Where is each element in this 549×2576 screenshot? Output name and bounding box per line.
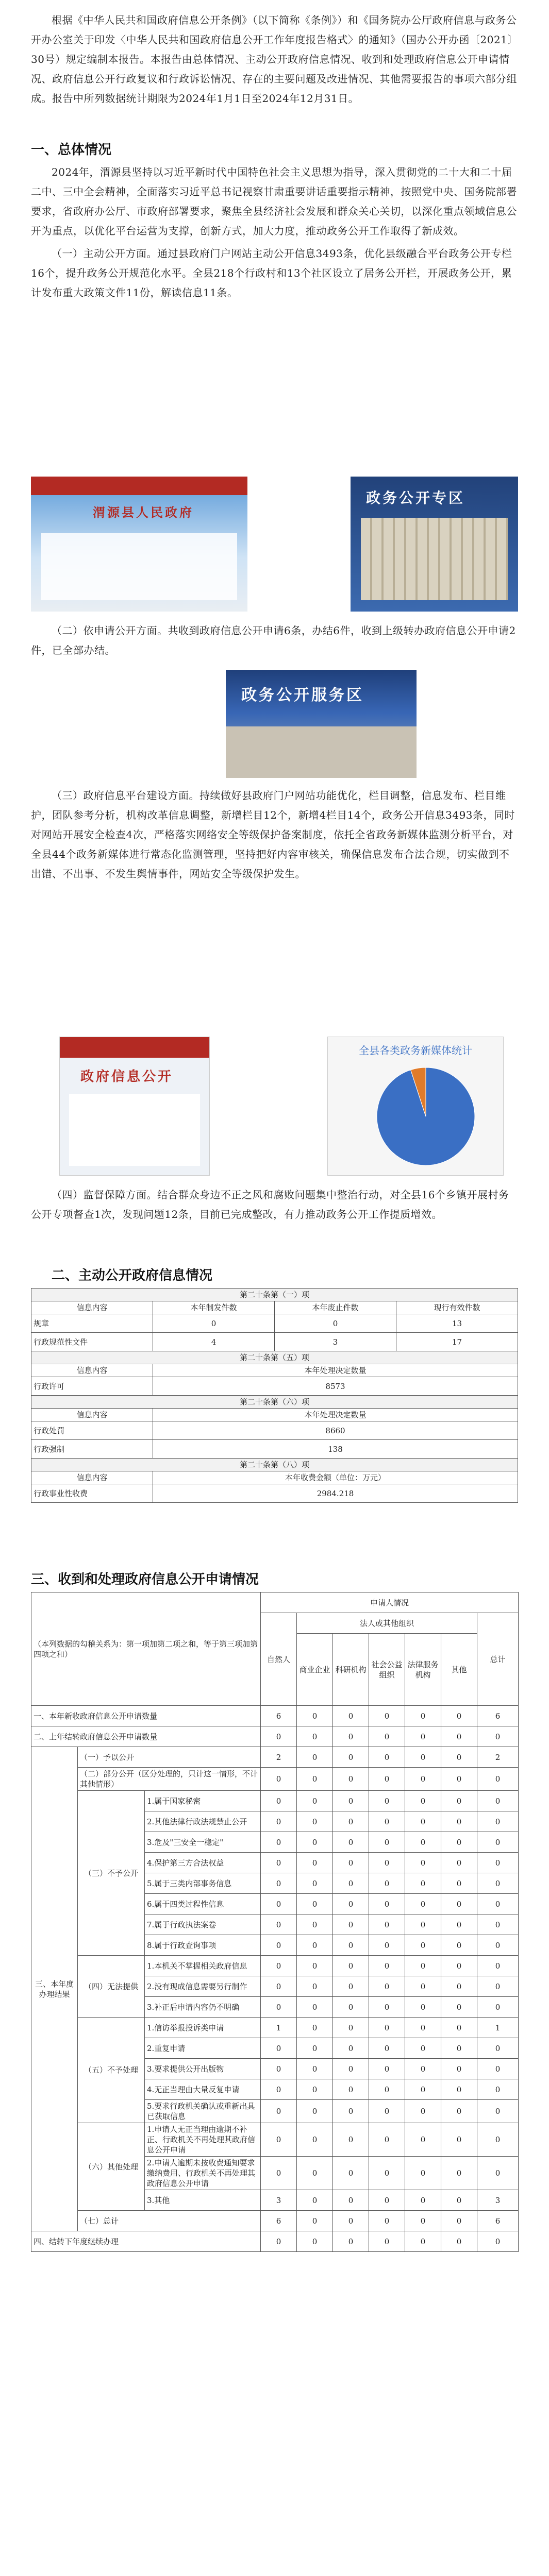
table-cell: 0 — [441, 1791, 477, 1811]
table-cell: 0 — [405, 1873, 441, 1894]
website-screenshot-image — [31, 477, 247, 612]
table-cell: 0 — [369, 1935, 405, 1956]
table-cell: 0 — [441, 1726, 477, 1747]
row-detail-label: 3.危及"三安全一稳定" — [145, 1832, 261, 1853]
table-cell: 3 — [477, 2190, 519, 2211]
row-label: 一、本年新收政府信息公开申请数量 — [31, 1706, 261, 1726]
table-cell: 0 — [369, 1811, 405, 1832]
row-detail-label: 8.属于行政查询事项 — [145, 1935, 261, 1956]
row-sub-label: （四）无法提供 — [78, 1956, 145, 2018]
table-cell: 0 — [441, 2059, 477, 2079]
legal-sub-header: 法律服务机构 — [405, 1634, 441, 1706]
table-cell: 0 — [477, 1791, 519, 1811]
table-cell: 0 — [297, 1935, 333, 1956]
row-label: 二、上年结转政府信息公开申请数量 — [31, 1726, 261, 1747]
table-cell: 0 — [441, 2123, 477, 2157]
table-cell: 0 — [369, 1768, 405, 1791]
table-cell: 0 — [297, 1832, 333, 1853]
t4-col: 信息内容 — [31, 1471, 153, 1484]
row-detail-label: 2.重复申请 — [145, 2038, 261, 2059]
table-cell: 0 — [369, 2190, 405, 2211]
t1-col: 现行有效件数 — [396, 1301, 518, 1314]
table-cell: 0 — [477, 2059, 519, 2079]
section-1-para-4: （三）政府信息平台建设方面。持续做好县政府门户网站功能优化，栏目调整，信息发布、栏目维护，团队参考分析，机构改革信息调整，新增栏目12个，新增4栏目14个，政务公开信息3493条，同时对网站开展安全检查4次，严格落实网络安全等级保护备案制度，依托全省政务新媒体监测分析平台，对全县44个政务新媒体进行常态化监测管理，坚持把好内容审核关，确保信息发布合法合规，切实做到不出错、不出事、不发生舆情事件，网站安全等级保护发生。 — [31, 789, 515, 880]
table-cell: 0 — [405, 2190, 441, 2211]
table-cell: 0 — [477, 1853, 519, 1873]
table-cell: 0 — [261, 1832, 297, 1853]
table-cell: 0 — [477, 2123, 519, 2157]
legal-sub-header: 科研机构 — [333, 1634, 369, 1706]
t1-cell: 0 — [153, 1314, 275, 1333]
table-cell: 0 — [477, 1811, 519, 1832]
service-hall-sign: 政务公开服务区 — [241, 686, 364, 704]
t1-col: 本年废止件数 — [275, 1301, 396, 1314]
row-detail-label: 1.本机关不掌握相关政府信息 — [145, 1956, 261, 1976]
table-cell: 0 — [405, 1706, 441, 1726]
section-1-para-2: （一）主动公开方面。通过县政府门户网站主动公开信息3493条，优化县级融合平台政务公开专栏16个，提升政务公开规范化水平。全县218个行政村和13个社区设立了居务公开栏，开展政务公开，累计发布重大政策文件11份，解读信息11条。 — [31, 247, 512, 299]
row-detail-label: 5.属于三类内部事务信息 — [145, 1873, 261, 1894]
table-cell: 0 — [405, 2079, 441, 2100]
table-cell: 0 — [333, 1976, 369, 1997]
table-cell: 0 — [369, 1706, 405, 1726]
table-cell: 0 — [333, 1791, 369, 1811]
table-cell: 0 — [297, 2157, 333, 2190]
table-cell: 0 — [261, 2123, 297, 2157]
table-cell: 0 — [405, 1768, 441, 1791]
table-cell: 0 — [333, 1935, 369, 1956]
table-cell: 0 — [369, 2059, 405, 2079]
table-row — [31, 2211, 519, 2231]
t1-cell: 行政规范性文件 — [31, 1333, 153, 1351]
table-cell: 0 — [261, 1791, 297, 1811]
table-cell: 0 — [441, 2018, 477, 2038]
table-cell: 0 — [477, 2079, 519, 2100]
table-cell: 0 — [333, 2190, 369, 2211]
table-cell: 6 — [477, 1706, 519, 1726]
table-cell: 0 — [333, 1747, 369, 1768]
t3-col: 信息内容 — [31, 1409, 153, 1421]
table-cell: 0 — [297, 1956, 333, 1976]
table-cell: 0 — [261, 2038, 297, 2059]
legal-sub-header: 其他 — [441, 1634, 477, 1706]
table-row — [31, 2123, 519, 2157]
table-row — [31, 1768, 519, 1791]
table-cell: 0 — [261, 1811, 297, 1832]
table-cell: 0 — [369, 2018, 405, 2038]
t1-head: 第二十条第（一）项 — [31, 1289, 518, 1301]
table-cell: 0 — [333, 2123, 369, 2157]
t1-col: 信息内容 — [31, 1301, 153, 1314]
table-cell: 0 — [333, 2231, 369, 2252]
table-cell: 0 — [261, 1768, 297, 1791]
section-1-title: 一、总体情况 — [31, 142, 112, 158]
table-cell: 0 — [405, 2157, 441, 2190]
table-cell: 0 — [333, 1873, 369, 1894]
table-cell: 0 — [441, 1811, 477, 1832]
table-cell: 0 — [441, 2100, 477, 2123]
table-cell: 0 — [333, 2038, 369, 2059]
table-cell: 0 — [405, 1853, 441, 1873]
t3-cell: 行政强制 — [31, 1440, 153, 1459]
new-media-chart-image — [327, 1037, 504, 1176]
table-cell: 0 — [297, 1747, 333, 1768]
table-cell: 0 — [441, 2157, 477, 2190]
table-cell: 0 — [405, 2211, 441, 2231]
table-cell: 0 — [477, 1768, 519, 1791]
table-cell: 0 — [405, 1997, 441, 2018]
table-cell: 0 — [441, 1747, 477, 1768]
t1-cell: 13 — [396, 1314, 518, 1333]
legal-sub-header: 社会公益组织 — [369, 1634, 405, 1706]
applicant-header: 申请人情况 — [261, 1592, 519, 1613]
table-cell: 0 — [477, 1726, 519, 1747]
intro-paragraph: 根据《中华人民共和国政府信息公开条例》（以下简称《条例》）和《国务院办公厅政府信息与政务公开办公室关于印发〈中华人民共和国政府信息公开工作年度报告格式〉的通知》（国办公开办函〔2021〕30号）规定编制本报告。本报告由总体情况、主动公开政府信息情况、收到和处理政府信息公开申请情况、政府信息公开行政复议和行政诉讼情况、存在的主要问题及改进情况、其他需要报告的事项六部分组成。报告中所列数据统计期限为2024年1月1日至2024年12月31日。 — [31, 14, 518, 105]
table-cell: 0 — [441, 1935, 477, 1956]
table-cell: 0 — [441, 1768, 477, 1791]
table-cell: 0 — [333, 2100, 369, 2123]
table-cell: 0 — [261, 2059, 297, 2079]
website-title: 渭源县人民政府 — [93, 505, 194, 520]
table-cell: 0 — [261, 1894, 297, 1914]
table-cell: 0 — [297, 1768, 333, 1791]
table-cell: 0 — [297, 1976, 333, 1997]
table-cell: 0 — [333, 1832, 369, 1853]
table-cell: 6 — [261, 1706, 297, 1726]
t3-cell: 行政处罚 — [31, 1421, 153, 1440]
table-cell: 0 — [261, 1956, 297, 1976]
table-cell: 0 — [405, 1914, 441, 1935]
table-cell: 0 — [297, 1853, 333, 1873]
table-cell: 0 — [405, 2231, 441, 2252]
table-cell: 0 — [441, 1976, 477, 1997]
table-cell: 0 — [333, 1853, 369, 1873]
row-detail-label: 3.要求提供公开出版物 — [145, 2059, 261, 2079]
table-cell: 0 — [477, 1976, 519, 1997]
table-cell: 0 — [297, 2018, 333, 2038]
table-cell: 0 — [333, 1997, 369, 2018]
table-cell: 0 — [261, 2100, 297, 2123]
section-1-para-1: 2024年，渭源县坚持以习近平新时代中国特色社会主义思想为指导，深入贯彻党的二十大和二十届二中、三中全会精神，全面落实习近平总书记视察甘肃重要讲话重要指示精神，按照党中央、国务院部署要求，省政府办公厅、市政府部署要求，聚焦全县经济社会发展和群众关心关切，以深化重点领域信息公开为重点，以优化平台运营为支撑，创新方式，加大力度，推动政务公开工作取得了新成效。 — [31, 166, 517, 237]
table-cell: 0 — [369, 1726, 405, 1747]
legal-person-header: 法人或其他组织 — [297, 1613, 477, 1634]
table-row — [31, 2231, 519, 2252]
table-cell: 0 — [405, 1747, 441, 1768]
table-cell: 0 — [333, 1894, 369, 1914]
row-label: 四、结转下年度继续办理 — [31, 2231, 261, 2252]
table-cell: 6 — [477, 2211, 519, 2231]
t3-head: 第二十条第（六）项 — [31, 1396, 518, 1409]
row-detail-label: 4.无正当理由大量反复申请 — [145, 2079, 261, 2100]
table-cell: 0 — [441, 1853, 477, 1873]
table-row — [31, 1956, 519, 1976]
table-cell: 0 — [261, 1976, 297, 1997]
table-cell: 0 — [297, 1706, 333, 1726]
t1-cell: 规章 — [31, 1314, 153, 1333]
table-cell: 0 — [477, 1873, 519, 1894]
section-1-part-2 — [31, 621, 518, 663]
service-hall-photo — [226, 670, 417, 778]
row-detail-label: 1.信访举报投诉类申请 — [145, 2018, 261, 2038]
row-detail-label: 2.其他法律行政法规禁止公开 — [145, 1811, 261, 1832]
table-cell: 0 — [477, 1997, 519, 2018]
table-cell: 0 — [441, 2211, 477, 2231]
section-1-para-3: （二）依申请公开方面。共收到政府信息公开申请6条，办结6件，收到上级转办政府信息公开申请2件，已全部办结。 — [31, 624, 516, 656]
t3-cell: 8660 — [153, 1421, 518, 1440]
info-portal-screenshot — [59, 1037, 210, 1176]
table-cell: 0 — [333, 1956, 369, 1976]
table-cell: 2 — [477, 1747, 519, 1768]
t1-cell: 3 — [275, 1333, 396, 1351]
table-cell: 0 — [261, 2231, 297, 2252]
table-cell: 0 — [441, 1956, 477, 1976]
table-cell: 0 — [297, 1873, 333, 1894]
table-cell: 0 — [297, 1726, 333, 1747]
table-cell: 0 — [405, 1935, 441, 1956]
section-1-part-3 — [31, 786, 518, 887]
t2-col: 信息内容 — [31, 1364, 153, 1377]
t4-cell: 行政事业性收费 — [31, 1484, 153, 1503]
table-cell: 0 — [261, 2079, 297, 2100]
section-1 — [31, 137, 518, 306]
table-cell: 0 — [333, 1811, 369, 1832]
table-cell: 1 — [261, 2018, 297, 2038]
t1-cell: 4 — [153, 1333, 275, 1351]
table-cell: 0 — [369, 1956, 405, 1976]
t2-head: 第二十条第（五）项 — [31, 1351, 518, 1364]
table-cell: 0 — [333, 2079, 369, 2100]
natural-person-header: 自然人 — [261, 1613, 297, 1706]
table-cell: 0 — [369, 2157, 405, 2190]
table-cell: 0 — [405, 2018, 441, 2038]
table-cell: 0 — [369, 1914, 405, 1935]
application-table — [31, 1592, 519, 2252]
table-cell: 0 — [477, 2100, 519, 2123]
table-cell: 0 — [261, 1873, 297, 1894]
t1-cell: 17 — [396, 1333, 518, 1351]
info-portal-title: 政府信息公开 — [80, 1069, 174, 1084]
table-row — [31, 2018, 519, 2038]
table-cell: 0 — [333, 1706, 369, 1726]
t3-cell: 138 — [153, 1440, 518, 1459]
table-cell: 0 — [477, 1935, 519, 1956]
table-cell: 0 — [441, 1997, 477, 2018]
table-cell: 0 — [441, 2079, 477, 2100]
table-cell: 3 — [261, 2190, 297, 2211]
table-cell: 0 — [477, 1894, 519, 1914]
table-row — [31, 1747, 519, 1768]
table-cell: 0 — [333, 1914, 369, 1935]
table-cell: 0 — [405, 2038, 441, 2059]
row-detail-label: 3.补正后申请内容仍不明确 — [145, 1997, 261, 2018]
table-cell: 0 — [405, 1976, 441, 1997]
t2-cell: 行政许可 — [31, 1377, 153, 1396]
row-detail-label: 1.申请人无正当理由逾期不补正、行政机关不再处理其政府信息公开申请 — [145, 2123, 261, 2157]
table-cell: 0 — [261, 1914, 297, 1935]
row-sub-label: （五）不予处理 — [78, 2018, 145, 2123]
row-sub-label: （三）不予公开 — [78, 1791, 145, 1956]
table-cell: 0 — [297, 2059, 333, 2079]
row-sub-label: （七）总计 — [78, 2211, 261, 2231]
row-sub-label: （二）部分公开（区分处理的，只计这一情形，不计其他情形） — [78, 1768, 261, 1791]
table-cell: 0 — [441, 1832, 477, 1853]
proactive-disclosure-table — [31, 1288, 518, 1503]
service-zone-photo — [351, 477, 518, 612]
table-cell: 0 — [297, 1997, 333, 2018]
table-cell: 0 — [369, 1997, 405, 2018]
row-group-label: 三、本年度办理结果 — [31, 1747, 78, 2231]
table-cell: 0 — [297, 2190, 333, 2211]
table-cell: 0 — [441, 1894, 477, 1914]
table-cell: 0 — [405, 1956, 441, 1976]
table-cell: 0 — [477, 2157, 519, 2190]
t2-col: 本年处理决定数量 — [153, 1364, 518, 1377]
table-cell: 0 — [333, 1768, 369, 1791]
corner-note: （本列数据的勾稽关系为：第一项加第二项之和，等于第三项加第四项之和） — [31, 1592, 261, 1706]
table-cell: 0 — [369, 2123, 405, 2157]
t3-col: 本年处理决定数量 — [153, 1409, 518, 1421]
intro-section — [31, 10, 518, 111]
section-1-para-5: （四）监督保障方面。结合群众身边不正之风和腐败问题集中整治行动，对全县16个乡镇开展村务公开专项督查1次，发现问题12条，目前已完成整改，有力推动政务公开工作提质增效。 — [31, 1189, 509, 1221]
table-cell: 0 — [369, 2079, 405, 2100]
t1-cell: 0 — [275, 1314, 396, 1333]
table-cell: 0 — [297, 2211, 333, 2231]
table-cell: 0 — [369, 1747, 405, 1768]
table-cell: 0 — [333, 2018, 369, 2038]
new-media-chart-title: 全县各类政务新媒体统计 — [359, 1044, 472, 1057]
service-zone-sign: 政务公开专区 — [366, 489, 465, 506]
table-cell: 0 — [261, 1853, 297, 1873]
table-cell: 0 — [297, 1894, 333, 1914]
row-detail-label: 5.要求行政机关确认或重新出具已获取信息 — [145, 2100, 261, 2123]
t4-head: 第二十条第（八）项 — [31, 1459, 518, 1471]
table-cell: 0 — [261, 1935, 297, 1956]
table-cell: 1 — [477, 2018, 519, 2038]
section-2 — [31, 1262, 518, 1503]
table-cell: 0 — [297, 2231, 333, 2252]
table-cell: 0 — [297, 2100, 333, 2123]
row-detail-label: 3.其他 — [145, 2190, 261, 2211]
table-cell: 0 — [369, 2211, 405, 2231]
table-cell: 0 — [441, 2038, 477, 2059]
table-cell: 0 — [477, 2231, 519, 2252]
table-row — [31, 1706, 519, 1726]
table-cell: 0 — [369, 1832, 405, 1853]
row-detail-label: 4.保护第三方合法权益 — [145, 1853, 261, 1873]
table-cell: 0 — [477, 1832, 519, 1853]
table-cell: 0 — [441, 2231, 477, 2252]
table-cell: 0 — [297, 2079, 333, 2100]
table-cell: 0 — [441, 1873, 477, 1894]
table-cell: 0 — [333, 2157, 369, 2190]
row-detail-label: 1.属于国家秘密 — [145, 1791, 261, 1811]
table-cell: 0 — [441, 2190, 477, 2211]
table-cell: 0 — [405, 2100, 441, 2123]
table-cell: 0 — [369, 2231, 405, 2252]
table-cell: 0 — [297, 1811, 333, 1832]
table-cell: 0 — [405, 1726, 441, 1747]
table-cell: 0 — [297, 1914, 333, 1935]
table-cell: 0 — [333, 2059, 369, 2079]
t2-cell: 8573 — [153, 1377, 518, 1396]
table-cell: 0 — [333, 1726, 369, 1747]
t4-col: 本年收费金额（单位：万元） — [153, 1471, 518, 1484]
row-sub-label: （一）予以公开 — [78, 1747, 261, 1768]
section-3 — [31, 1566, 518, 2252]
table-cell: 0 — [369, 1976, 405, 1997]
table-cell: 0 — [477, 1956, 519, 1976]
table-cell: 0 — [405, 1832, 441, 1853]
table-cell: 0 — [405, 1894, 441, 1914]
section-2-title: 二、主动公开政府信息情况 — [52, 1268, 213, 1283]
table-cell: 0 — [333, 2211, 369, 2231]
table-cell: 0 — [405, 1811, 441, 1832]
table-cell: 0 — [297, 2123, 333, 2157]
section-3-title: 三、收到和处理政府信息公开申请情况 — [31, 1572, 259, 1587]
t4-cell: 2984.218 — [153, 1484, 518, 1503]
table-cell: 0 — [369, 1873, 405, 1894]
table-row — [31, 1791, 519, 1811]
table-cell: 0 — [297, 1791, 333, 1811]
total-header: 总计 — [477, 1613, 519, 1706]
table-cell: 0 — [441, 1914, 477, 1935]
table-cell: 0 — [405, 2123, 441, 2157]
table-cell: 0 — [369, 2038, 405, 2059]
table-cell: 2 — [261, 1747, 297, 1768]
table-row — [31, 1726, 519, 1747]
table-cell: 0 — [369, 1853, 405, 1873]
table-cell: 0 — [477, 1914, 519, 1935]
row-detail-label: 7.属于行政执法案卷 — [145, 1914, 261, 1935]
new-media-pie-chart — [328, 1060, 503, 1173]
table-cell: 0 — [369, 1894, 405, 1914]
row-detail-label: 2.没有现成信息需要另行制作 — [145, 1976, 261, 1997]
row-sub-label: （六）其他处理 — [78, 2123, 145, 2211]
table-cell: 0 — [369, 2100, 405, 2123]
table-cell: 0 — [477, 2038, 519, 2059]
table-cell: 0 — [261, 1997, 297, 2018]
t1-col: 本年制发件数 — [153, 1301, 275, 1314]
table-cell: 0 — [369, 1791, 405, 1811]
table-cell: 0 — [441, 1706, 477, 1726]
section-1-part-4 — [31, 1185, 518, 1227]
table-cell: 0 — [261, 2157, 297, 2190]
table-cell: 0 — [405, 1791, 441, 1811]
table-cell: 0 — [261, 1726, 297, 1747]
row-detail-label: 6.属于四类过程性信息 — [145, 1894, 261, 1914]
legal-sub-header: 商业企业 — [297, 1634, 333, 1706]
table-cell: 6 — [261, 2211, 297, 2231]
table-cell: 0 — [297, 2038, 333, 2059]
table-cell: 0 — [405, 2059, 441, 2079]
row-detail-label: 2.申请人逾期未按收费通知要求缴纳费用、行政机关不再处理其政府信息公开申请 — [145, 2157, 261, 2190]
